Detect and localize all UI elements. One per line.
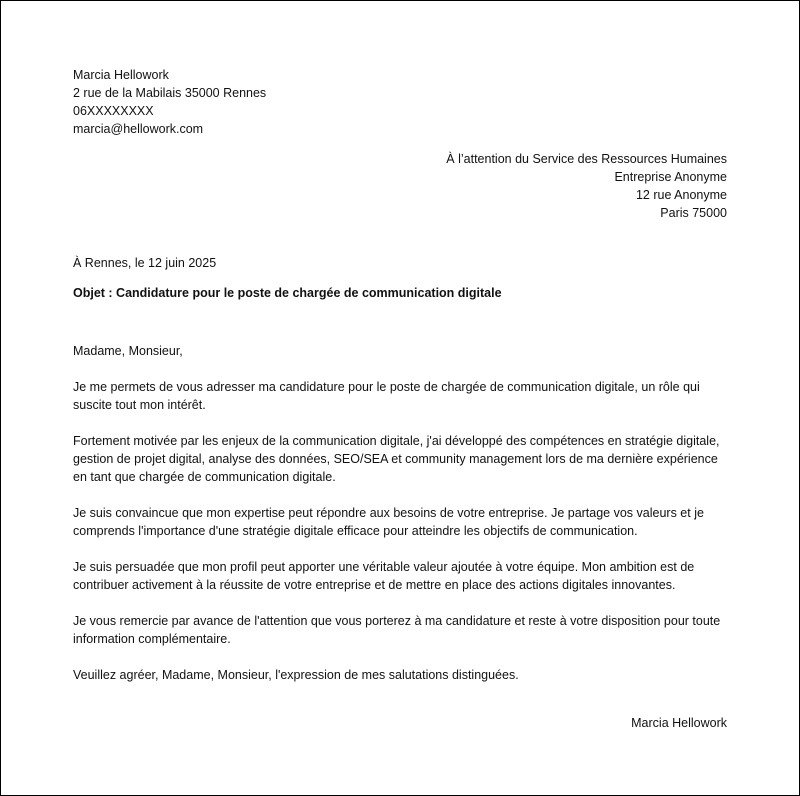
paragraph: Je suis convaincue que mon expertise peut répondre aux besoins de votre entreprise. Je partage vos valeurs et je comprends l'importance d'une stratégie digitale efficace pour atteindre les objectifs de communication. xyxy=(73,506,704,538)
sender-name: Marcia Hellowork xyxy=(73,68,169,82)
recipient-block xyxy=(446,150,727,222)
recipient-street: 12 rue Anonyme xyxy=(635,188,727,202)
sender-block xyxy=(73,66,266,138)
paragraph: Je vous remercie par avance de l'attention que vous porterez à ma candidature et reste à votre disposition pour toute information complémentaire. xyxy=(73,614,721,646)
paragraph: Je me permets de vous adresser ma candidature pour le poste de chargée de communication digitale, un rôle qui suscite tout mon intérêt. xyxy=(73,380,700,412)
recipient-attention: À l’attention du Service des Ressources Humaines xyxy=(446,152,727,166)
recipient-city: Paris 75000 xyxy=(660,206,727,220)
salutation: Madame, Monsieur, xyxy=(73,344,183,358)
subject-line: Objet : Candidature pour le poste de chargée de communication digitale xyxy=(73,286,502,300)
letter-body xyxy=(73,342,733,702)
date-line: À Rennes, le 12 juin 2025 xyxy=(73,256,217,270)
signature: Marcia Hellowork xyxy=(631,716,727,730)
sender-address: 2 rue de la Mabilais 35000 Rennes xyxy=(73,86,267,100)
paragraph: Fortement motivée par les enjeux de la communication digitale, j'ai développé des compétences en stratégie digitale, gestion de projet digital, analyse des données, SEO/SEA et community management lors de ma dernière expérience en tant que chargée de communication digitale. xyxy=(73,434,720,484)
paragraph: Je suis persuadée que mon profil peut apporter une véritable valeur ajoutée à votre équipe. Mon ambition est de contribuer activement à la réussite de votre entreprise et de mettre en place des actions digitales innovantes. xyxy=(73,560,695,592)
sender-email: marcia@hellowork.com xyxy=(73,122,204,136)
recipient-company: Entreprise Anonyme xyxy=(614,170,727,184)
sender-phone: 06XXXXXXXX xyxy=(73,104,154,118)
closing-paragraph: Veuillez agréer, Madame, Monsieur, l'expression de mes salutations distinguées. xyxy=(73,668,519,682)
